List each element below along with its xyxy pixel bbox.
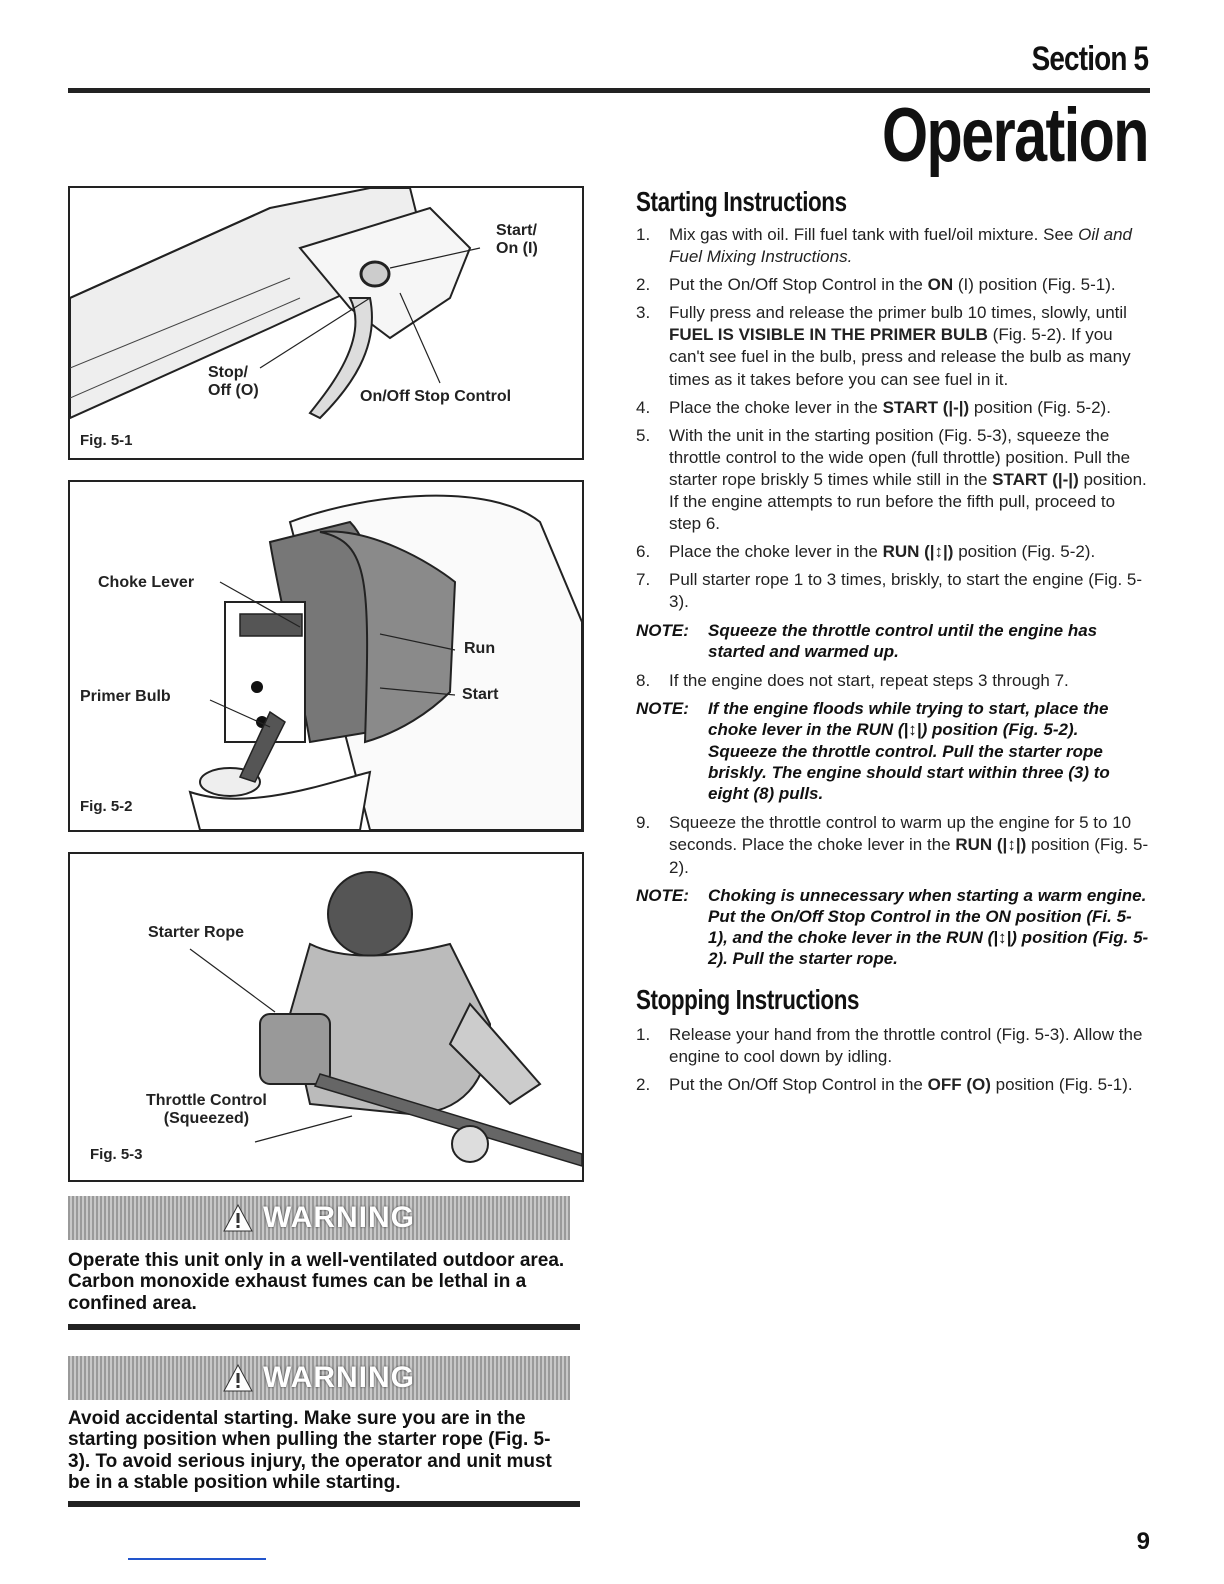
step-text: If the engine does not start, repeat steps 3 through 7.: [669, 671, 1069, 690]
step-number: 8.: [636, 671, 651, 690]
page-number: 9: [1136, 1528, 1150, 1555]
step-item: [636, 1074, 1151, 1096]
warning-text: Operate this unit only in a well-ventilated outdoor area. Carbon monoxide exhaust fumes can be lethal in a confined area.: [68, 1250, 565, 1314]
callout-on-off-control: On/Off Stop Control: [360, 388, 512, 405]
callout-start-on: Start/ On (I): [496, 222, 538, 258]
figure-label: Fig. 5-1: [80, 432, 133, 449]
step-number: 2.: [636, 275, 651, 295]
step-number: 6.: [636, 542, 651, 562]
step-number: 3.: [636, 303, 651, 323]
callout-choke-lever: Choke Lever: [98, 574, 195, 591]
step-item: [636, 1024, 1151, 1068]
warning-header: [68, 1196, 570, 1240]
step-text: Pull starter rope 1 to 3 times, briskly, to start the engine (Fig. 5-3).: [669, 570, 1143, 612]
step-text: position (Fig. 5-1).: [990, 1074, 1133, 1094]
step-text: position. If the engine attempts to run before the fifth pull, proceed to step 6.: [669, 469, 1147, 534]
callout-throttle-control: Throttle Control (Squeezed): [146, 1092, 267, 1128]
step-text: Squeeze the throttle control to warm up the engine for 5 to 10 seconds. Place the choke lever in the: [669, 813, 1132, 855]
step-text: Release your hand from the throttle control (Fig. 5-3). Allow the engine to cool down by idling.: [669, 1024, 1143, 1066]
step-text: Oil and Fuel Mixing Instructions.: [669, 225, 1132, 267]
figure-5-1: [68, 186, 584, 460]
choke-primer-illustration-icon: [70, 482, 582, 830]
warning-header: [68, 1356, 570, 1400]
step-item: [636, 569, 1151, 613]
figure-label: Fig. 5-2: [80, 798, 133, 815]
warning-rule: [68, 1501, 580, 1507]
note-label: NOTE:: [636, 885, 689, 905]
note-text: If the engine floods while trying to start, place the choke lever in the RUN (|↕|) position (Fig. 5-2). Squeeze the throttle control. Pull the starter rope briskly. The engine should start within three (3) to eight (8) pulls.: [708, 699, 1110, 804]
note-3: [636, 885, 1151, 970]
step-number: 4.: [636, 397, 651, 417]
figure-5-3: [68, 852, 584, 1182]
starting-heading: Starting Instructions: [636, 186, 847, 217]
step-text: Place the choke lever in the: [669, 397, 883, 417]
step-text: (Fig. 5-2). If you can't see fuel in the bulb, press and release the bulb as many times as it takes before you can see fuel in it.: [669, 325, 1131, 389]
warning-triangle-icon: [223, 1364, 253, 1392]
step-text: With the unit in the starting position (Fig. 5-3), squeeze the throttle control to the wide open (full throttle) position. Pull the starter rope briskly 5 times while still in the: [669, 425, 1131, 489]
step-text: position (Fig. 5-2).: [953, 542, 1096, 562]
note-2: [636, 698, 1151, 804]
note-label: NOTE:: [636, 699, 689, 719]
warning-title: WARNING: [263, 1201, 415, 1234]
step-item: [636, 397, 1151, 419]
stopping-heading: Stopping Instructions: [636, 983, 860, 1015]
callout-primer-bulb: Primer Bulb: [80, 688, 171, 705]
starting-position-illustration-icon: [70, 854, 582, 1180]
warning-rule: [68, 1324, 580, 1330]
step-9: [636, 812, 1151, 878]
warning-box-2: [68, 1356, 570, 1507]
figure-label: Fig. 5-3: [90, 1146, 143, 1163]
step-8: [636, 670, 1151, 692]
step-number: 7.: [636, 570, 651, 590]
page-title: Operation: [882, 93, 1148, 178]
step-text: Put the On/Off Stop Control in the: [669, 1074, 928, 1094]
step-text: (I) position (Fig. 5-1).: [953, 275, 1116, 295]
step-item: [636, 302, 1151, 390]
callout-stop-off: Stop/ Off (O): [208, 364, 259, 400]
stopping-steps: [636, 1024, 1151, 1096]
warning-text: Avoid accidental starting. Make sure you are in the starting position when pulling the starter rope (Fig. 5-3). To avoid serious injury, the operator and unit must be in a stable position while starting.: [68, 1408, 552, 1493]
figure-5-2: [68, 480, 584, 832]
step-text: Fully press and release the primer bulb 10 times, slowly, until: [669, 303, 1127, 323]
step-text: RUN (|↕|): [955, 835, 1027, 855]
section-label: Section 5: [1031, 40, 1148, 78]
step-number: 9.: [636, 813, 651, 833]
callout-run: Run: [464, 640, 496, 657]
step-text: Mix gas with oil. Fill fuel tank with fuel/oil mixture. See: [669, 225, 1079, 244]
step-text: START (|-|): [882, 397, 970, 417]
step-text: START (|-|): [992, 469, 1079, 489]
step-number: 2.: [636, 1074, 651, 1094]
step-text: Place the choke lever in the: [669, 542, 883, 562]
note-text: Squeeze the throttle control until the engine has started and warmed up.: [708, 620, 1098, 661]
warning-box-1: [68, 1196, 570, 1330]
instructions-column: [636, 186, 1151, 1102]
step-item: [636, 224, 1151, 268]
step-item: [636, 812, 1151, 878]
step-number: 5.: [636, 425, 651, 445]
step-item: [636, 425, 1151, 535]
step-text: RUN (|↕|): [882, 542, 954, 562]
step-text: FUEL IS VISIBLE IN THE PRIMER BULB: [669, 325, 988, 345]
step-item: [636, 670, 1151, 692]
step-text: position (Fig. 5-2).: [969, 397, 1111, 417]
step-number: 1.: [636, 1024, 651, 1044]
warning-triangle-icon: [223, 1204, 253, 1232]
callout-start: Start: [462, 686, 499, 703]
note-1: [636, 620, 1151, 663]
step-item: [636, 274, 1151, 296]
bottom-link-line: [128, 1558, 266, 1560]
step-text: OFF (O): [927, 1074, 991, 1094]
step-text: ON: [927, 275, 954, 295]
note-label: NOTE:: [636, 620, 689, 640]
step-text: position (Fig. 5-2).: [669, 835, 1149, 877]
note-text: Choking is unnecessary when starting a warm engine. Put the On/Off Stop Control in the ON position (Fi. 5-1), and the choke lever in the RUN (|↕|) position (Fig. 5-2). Pull the starter rope.: [708, 885, 1149, 969]
step-item: [636, 541, 1151, 563]
starting-steps: [636, 224, 1151, 614]
step-number: 1.: [636, 225, 651, 244]
step-text: Put the On/Off Stop Control in the: [669, 275, 928, 295]
warning-title: WARNING: [263, 1361, 415, 1394]
callout-starter-rope: Starter Rope: [148, 924, 245, 941]
